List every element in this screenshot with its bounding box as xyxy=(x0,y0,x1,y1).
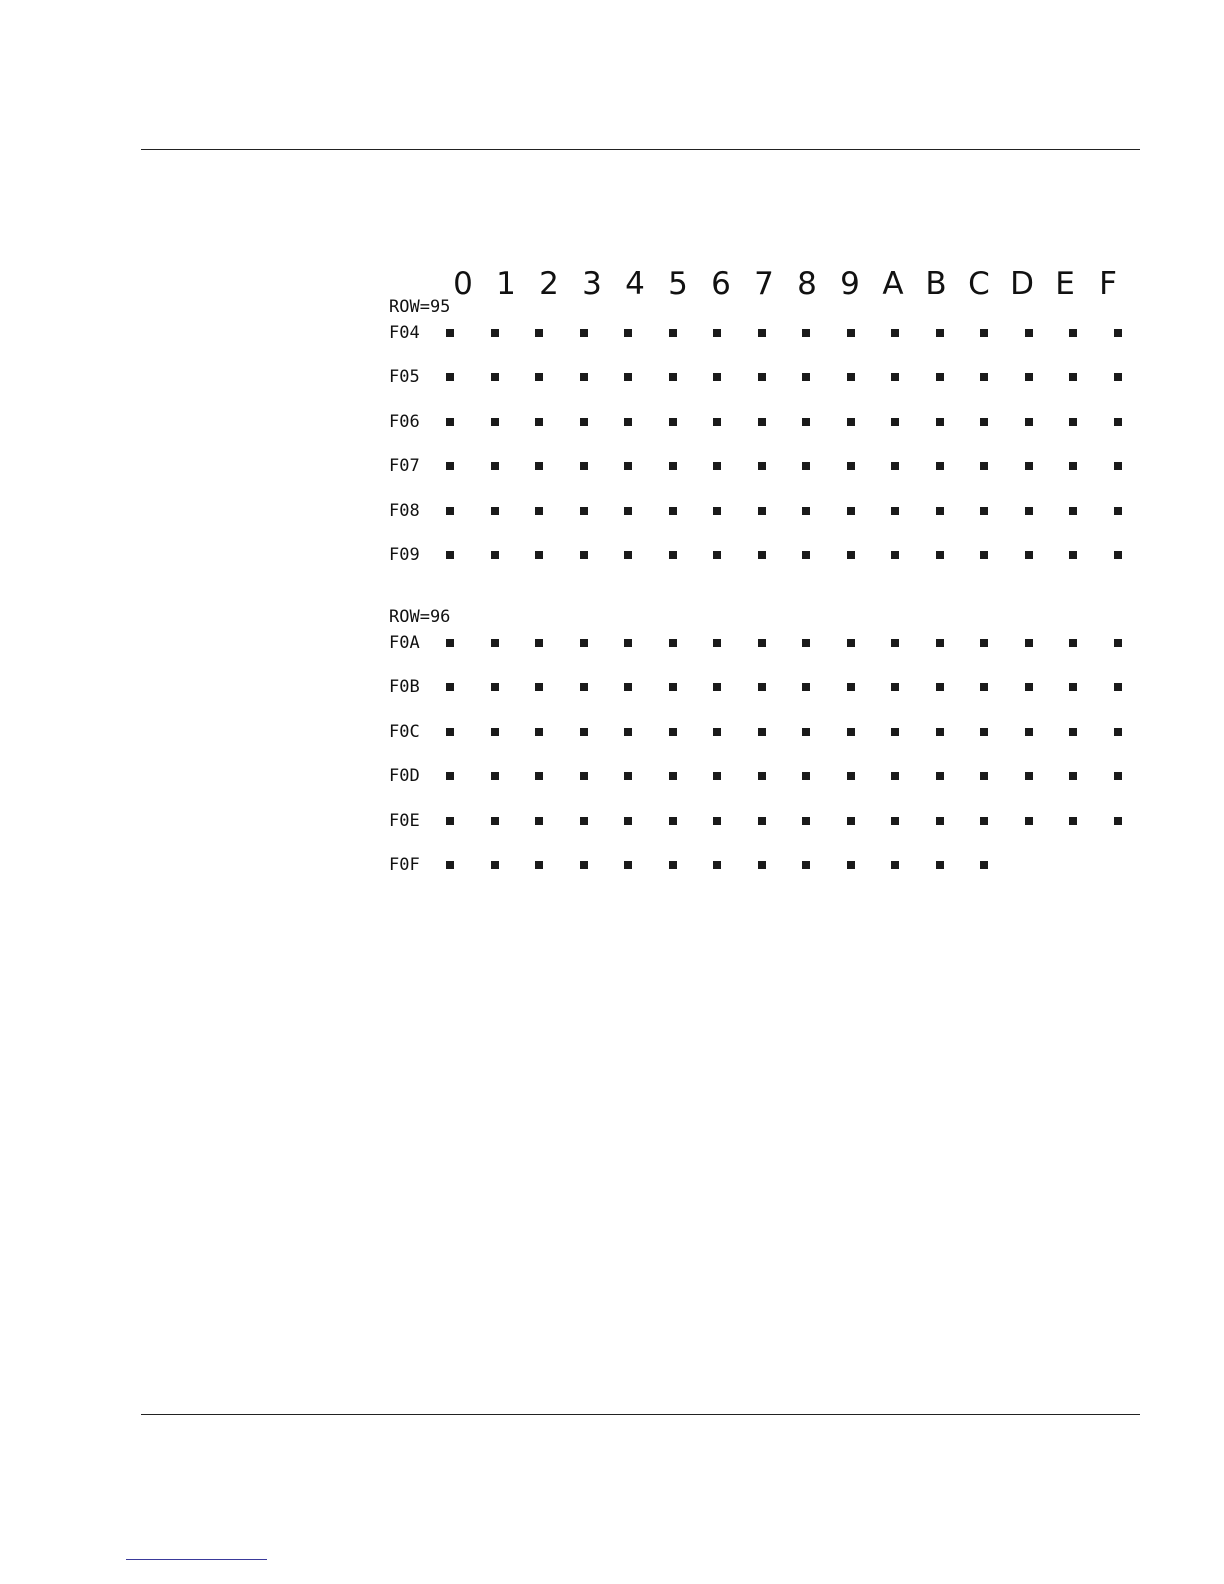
glyph-cell xyxy=(847,861,855,869)
row-label: F05 xyxy=(389,367,420,388)
glyph-cell xyxy=(1069,462,1077,470)
glyph-cell xyxy=(891,817,899,825)
glyph-cell xyxy=(580,329,588,337)
glyph-cell xyxy=(980,551,988,559)
glyph-cell xyxy=(491,772,499,780)
glyph-cell xyxy=(535,861,543,869)
glyph-cell xyxy=(624,373,632,381)
column-header: 0 xyxy=(453,266,473,302)
glyph-cell xyxy=(713,639,721,647)
row-label: F0C xyxy=(389,721,420,742)
glyph-cell xyxy=(802,373,810,381)
glyph-cell xyxy=(936,639,944,647)
glyph-cell xyxy=(1069,639,1077,647)
glyph-cell xyxy=(936,329,944,337)
glyph-cell xyxy=(891,861,899,869)
glyph-cell xyxy=(624,639,632,647)
column-header: B xyxy=(925,266,947,302)
glyph-cell xyxy=(758,728,766,736)
glyph-cell xyxy=(580,639,588,647)
glyph-cell xyxy=(713,861,721,869)
glyph-cell xyxy=(936,728,944,736)
row-label: F0A xyxy=(389,633,420,653)
column-header: 2 xyxy=(539,266,559,302)
glyph-cell xyxy=(802,728,810,736)
row-label: F0D xyxy=(389,766,420,787)
glyph-cell xyxy=(891,507,899,515)
glyph-cell xyxy=(713,817,721,825)
glyph-cell xyxy=(1025,329,1033,337)
glyph-cell xyxy=(580,462,588,470)
glyph-cell xyxy=(847,683,855,691)
glyph-cell xyxy=(491,817,499,825)
glyph-cell xyxy=(1114,817,1122,825)
glyph-cell xyxy=(980,772,988,780)
glyph-cell xyxy=(980,817,988,825)
glyph-cell xyxy=(1069,728,1077,736)
glyph-cell xyxy=(624,683,632,691)
glyph-cell xyxy=(802,418,810,426)
glyph-cell xyxy=(847,639,855,647)
glyph-cell xyxy=(535,728,543,736)
row-label: F08 xyxy=(389,500,420,521)
glyph-cell xyxy=(1114,462,1122,470)
glyph-cell xyxy=(936,861,944,869)
glyph-cell xyxy=(891,329,899,337)
glyph-cell xyxy=(847,772,855,780)
column-header: 5 xyxy=(668,266,688,302)
column-header: D xyxy=(1010,266,1034,302)
glyph-cell xyxy=(535,418,543,426)
glyph-cell xyxy=(1025,728,1033,736)
glyph-cell xyxy=(446,683,454,691)
glyph-cell xyxy=(891,462,899,470)
glyph-cell xyxy=(1025,551,1033,559)
glyph-cell xyxy=(669,817,677,825)
column-header: 8 xyxy=(797,266,817,302)
glyph-cell xyxy=(1069,683,1077,691)
row-label: F06 xyxy=(389,411,420,432)
glyph-cell xyxy=(1114,329,1122,337)
glyph-cell xyxy=(580,373,588,381)
glyph-cell xyxy=(669,551,677,559)
glyph-cell xyxy=(891,728,899,736)
glyph-cell xyxy=(624,507,632,515)
glyph-cell xyxy=(491,551,499,559)
glyph-cell xyxy=(758,639,766,647)
glyph-cell xyxy=(580,683,588,691)
glyph-cell xyxy=(446,728,454,736)
glyph-cell xyxy=(669,418,677,426)
glyph-cell xyxy=(713,728,721,736)
glyph-cell xyxy=(1069,418,1077,426)
glyph-cell xyxy=(491,418,499,426)
glyph-cell xyxy=(758,861,766,869)
glyph-cell xyxy=(847,418,855,426)
glyph-cell xyxy=(669,462,677,470)
glyph-cell xyxy=(669,329,677,337)
glyph-cell xyxy=(624,861,632,869)
glyph-cell xyxy=(713,507,721,515)
glyph-cell xyxy=(1114,373,1122,381)
glyph-cell xyxy=(446,817,454,825)
glyph-cell xyxy=(847,551,855,559)
column-header: 6 xyxy=(711,266,731,302)
column-header: 9 xyxy=(840,266,860,302)
glyph-cell xyxy=(1114,683,1122,691)
glyph-cell xyxy=(491,639,499,647)
glyph-cell xyxy=(980,329,988,337)
glyph-cell xyxy=(980,418,988,426)
glyph-cell xyxy=(446,639,454,647)
glyph-cell xyxy=(669,507,677,515)
row-label: F07 xyxy=(389,456,420,477)
glyph-cell xyxy=(802,462,810,470)
glyph-cell xyxy=(491,329,499,337)
glyph-cell xyxy=(491,462,499,470)
glyph-cell xyxy=(446,551,454,559)
footnote-rule xyxy=(126,1559,267,1560)
glyph-cell xyxy=(624,551,632,559)
glyph-cell xyxy=(624,418,632,426)
glyph-cell xyxy=(1114,418,1122,426)
glyph-cell xyxy=(535,817,543,825)
glyph-cell xyxy=(535,639,543,647)
glyph-cell xyxy=(669,373,677,381)
glyph-cell xyxy=(802,772,810,780)
glyph-cell xyxy=(1069,551,1077,559)
bottom-rule xyxy=(141,1414,1140,1415)
glyph-cell xyxy=(758,772,766,780)
glyph-cell xyxy=(580,861,588,869)
glyph-cell xyxy=(980,728,988,736)
glyph-cell xyxy=(758,373,766,381)
glyph-cell xyxy=(758,418,766,426)
glyph-cell xyxy=(1025,772,1033,780)
row-label: F0B xyxy=(389,677,420,698)
glyph-cell xyxy=(891,551,899,559)
glyph-cell xyxy=(535,683,543,691)
glyph-cell xyxy=(1025,507,1033,515)
glyph-cell xyxy=(758,683,766,691)
glyph-cell xyxy=(491,861,499,869)
column-header: C xyxy=(968,266,990,302)
glyph-cell xyxy=(491,728,499,736)
column-header: 1 xyxy=(496,266,516,302)
glyph-cell xyxy=(802,507,810,515)
glyph-cell xyxy=(847,373,855,381)
glyph-cell xyxy=(758,817,766,825)
glyph-cell xyxy=(491,683,499,691)
glyph-cell xyxy=(802,817,810,825)
glyph-cell xyxy=(580,551,588,559)
glyph-cell xyxy=(713,373,721,381)
glyph-cell xyxy=(891,683,899,691)
glyph-cell xyxy=(713,683,721,691)
glyph-cell xyxy=(713,329,721,337)
glyph-cell xyxy=(936,683,944,691)
glyph-cell xyxy=(535,507,543,515)
column-header: E xyxy=(1055,266,1075,302)
top-rule xyxy=(141,149,1140,150)
section-label: ROW=96 xyxy=(389,607,451,627)
glyph-cell xyxy=(446,507,454,515)
glyph-cell xyxy=(891,639,899,647)
glyph-cell xyxy=(624,772,632,780)
glyph-cell xyxy=(580,728,588,736)
glyph-cell xyxy=(624,462,632,470)
row-label: F0E xyxy=(389,810,420,831)
glyph-cell xyxy=(891,772,899,780)
glyph-cell xyxy=(580,507,588,515)
glyph-cell xyxy=(891,373,899,381)
glyph-cell xyxy=(1025,639,1033,647)
glyph-cell xyxy=(1069,772,1077,780)
glyph-cell xyxy=(936,551,944,559)
column-header: 3 xyxy=(582,266,602,302)
glyph-cell xyxy=(1114,639,1122,647)
glyph-cell xyxy=(713,418,721,426)
section-label: ROW=95 xyxy=(389,297,451,317)
glyph-cell xyxy=(936,817,944,825)
glyph-cell xyxy=(980,462,988,470)
glyph-cell xyxy=(980,861,988,869)
glyph-cell xyxy=(1025,373,1033,381)
glyph-cell xyxy=(1114,507,1122,515)
glyph-cell xyxy=(669,772,677,780)
glyph-cell xyxy=(446,861,454,869)
glyph-cell xyxy=(446,772,454,780)
column-header: 7 xyxy=(754,266,774,302)
row-label: F09 xyxy=(389,545,420,565)
glyph-cell xyxy=(491,373,499,381)
glyph-cell xyxy=(980,507,988,515)
glyph-cell xyxy=(580,772,588,780)
glyph-cell xyxy=(713,551,721,559)
glyph-cell xyxy=(936,772,944,780)
glyph-cell xyxy=(624,329,632,337)
glyph-cell xyxy=(535,373,543,381)
glyph-cell xyxy=(446,462,454,470)
glyph-cell xyxy=(446,418,454,426)
glyph-cell xyxy=(936,418,944,426)
glyph-cell xyxy=(1025,817,1033,825)
glyph-cell xyxy=(491,507,499,515)
glyph-cell xyxy=(580,817,588,825)
glyph-cell xyxy=(1025,683,1033,691)
glyph-cell xyxy=(980,683,988,691)
glyph-cell xyxy=(802,639,810,647)
column-header: F xyxy=(1099,266,1117,302)
glyph-cell xyxy=(580,418,588,426)
glyph-cell xyxy=(535,772,543,780)
glyph-cell xyxy=(847,329,855,337)
glyph-cell xyxy=(713,772,721,780)
glyph-cell xyxy=(936,462,944,470)
glyph-cell xyxy=(847,462,855,470)
glyph-cell xyxy=(669,639,677,647)
glyph-cell xyxy=(758,329,766,337)
glyph-cell xyxy=(669,861,677,869)
glyph-cell xyxy=(1114,728,1122,736)
glyph-cell xyxy=(1025,462,1033,470)
row-label: F04 xyxy=(389,323,420,343)
glyph-cell xyxy=(446,329,454,337)
glyph-cell xyxy=(669,728,677,736)
glyph-cell xyxy=(758,551,766,559)
glyph-cell xyxy=(1114,551,1122,559)
glyph-cell xyxy=(980,373,988,381)
glyph-cell xyxy=(847,817,855,825)
glyph-cell xyxy=(1069,373,1077,381)
glyph-cell xyxy=(1069,817,1077,825)
glyph-cell xyxy=(802,329,810,337)
glyph-cell xyxy=(802,683,810,691)
glyph-cell xyxy=(847,507,855,515)
glyph-cell xyxy=(980,639,988,647)
row-label: F0F xyxy=(389,855,420,875)
glyph-cell xyxy=(1114,772,1122,780)
glyph-cell xyxy=(847,728,855,736)
glyph-cell xyxy=(446,373,454,381)
glyph-cell xyxy=(535,329,543,337)
glyph-cell xyxy=(891,418,899,426)
glyph-cell xyxy=(669,683,677,691)
column-header: A xyxy=(882,266,904,302)
glyph-cell xyxy=(758,462,766,470)
glyph-cell xyxy=(1069,507,1077,515)
glyph-cell xyxy=(802,861,810,869)
glyph-cell xyxy=(624,728,632,736)
glyph-cell xyxy=(713,462,721,470)
glyph-cell xyxy=(1069,329,1077,337)
column-header: 4 xyxy=(625,266,645,302)
glyph-cell xyxy=(802,551,810,559)
glyph-cell xyxy=(1025,418,1033,426)
glyph-cell xyxy=(624,817,632,825)
glyph-cell xyxy=(936,373,944,381)
glyph-cell xyxy=(758,507,766,515)
glyph-cell xyxy=(936,507,944,515)
glyph-cell xyxy=(535,551,543,559)
glyph-cell xyxy=(535,462,543,470)
